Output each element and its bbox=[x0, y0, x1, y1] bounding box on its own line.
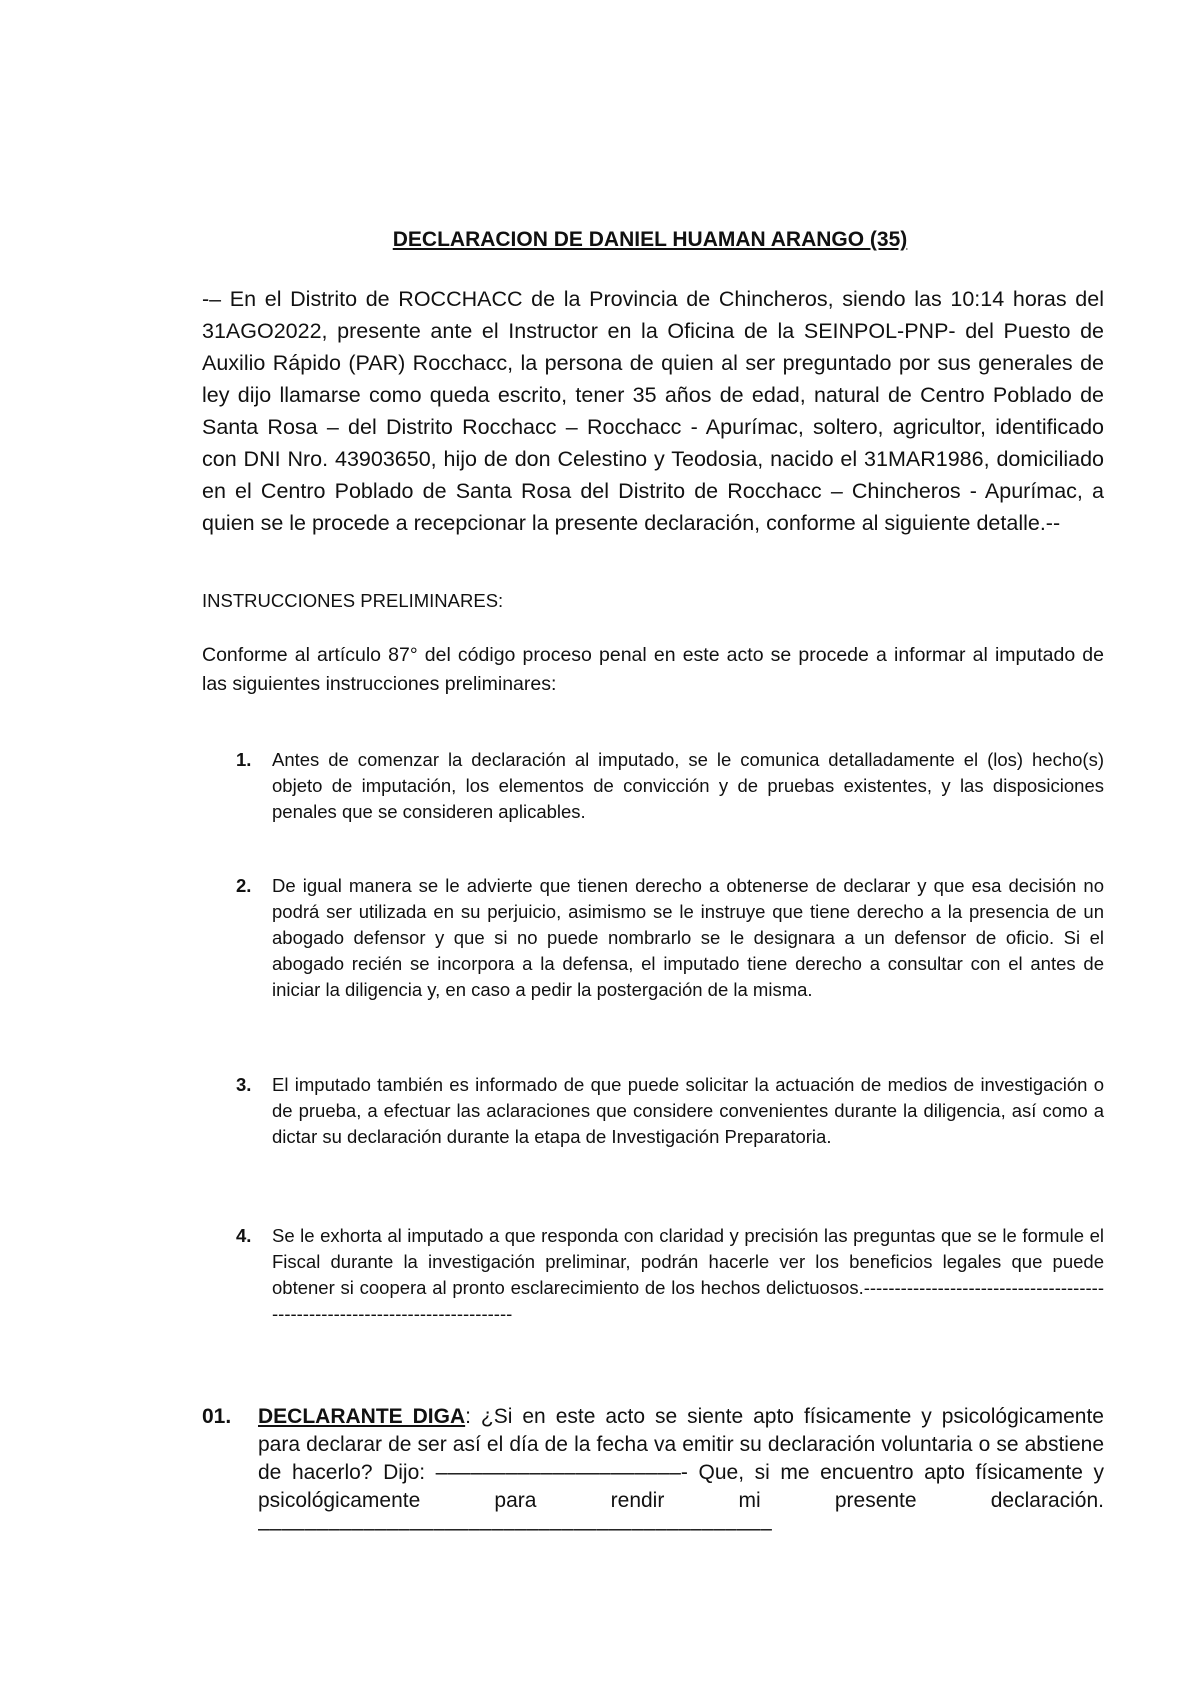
instruction-number: 2. bbox=[236, 875, 252, 896]
instruction-text: El imputado también es informado de que puede solicitar la actuación de medios de investigación o de prueba, a efectuar las aclaraciones que considere convenientes durante la diligencia, así como a dictar su declaración durante la etapa de Investigación Preparatoria. bbox=[272, 1074, 1104, 1147]
instruction-item bbox=[236, 1223, 1104, 1327]
question-lead: DECLARANTE DIGA bbox=[258, 1405, 466, 1428]
question-body bbox=[258, 1403, 1104, 1543]
instruction-item bbox=[236, 873, 1104, 1003]
instruction-text: Se le exhorta al imputado a que responda con claridad y precisión las preguntas que se le formule el Fiscal durante la investigación preliminar, podrán hacerle ver los beneficios legales que puede obtener si coopera al pronto esclarecimiento de los hechos delictuosos.------------------------------------------------------------------------------ bbox=[272, 1225, 1104, 1324]
instruction-number: 3. bbox=[236, 1074, 252, 1095]
question-text: ¿Si en este acto se siente apto físicamente y psicológicamente para declarar de ser así el día de la fecha va emitir su declaración voluntaria o se abstiene de hacerlo? Dijo: –––––––––––––––––––––- Que, si me encuentro apto físicamente y psicológicamente para rendir mi presente declaración. –––––––––––––––––––––––––––––––––––––––––––– bbox=[258, 1405, 1104, 1540]
instruction-item bbox=[236, 1072, 1104, 1150]
instructions-heading: INSTRUCCIONES PRELIMINARES: bbox=[202, 590, 504, 611]
instruction-item bbox=[236, 747, 1104, 825]
instruction-text: Antes de comenzar la declaración al imputado, se le comunica detalladamente el (los) hecho(s) objeto de imputación, los elementos de convicción y de pruebas existentes, y las disposiciones penales que se consideren aplicables. bbox=[272, 749, 1104, 822]
instructions-intro: Conforme al artículo 87° del código proceso penal en este acto se procede a informar al imputado de las siguientes instrucciones preliminares: bbox=[202, 644, 1104, 695]
question-colon: : bbox=[465, 1405, 471, 1428]
question-block bbox=[202, 1403, 1104, 1543]
intro-paragraph: -– En el Distrito de ROCCHACC de la Provincia de Chincheros, siendo las 10:14 horas del 31AGO2022, presente ante el Instructor en la Oficina de la SEINPOL-PNP- del Puesto de Auxilio Rápido (PAR) Rocchacc, la persona de quien al ser preguntado por sus generales de ley dijo llamarse como queda escrito, tener 35 años de edad, natural de Centro Poblado de Santa Rosa – del Distrito Rocchacc – Rocchacc - Apurímac, soltero, agricultor, identificado con DNI Nro. 43903650, hijo de don Celestino y Teodosia, nacido el 31MAR1986, domiciliado en el Centro Poblado de Santa Rosa del Distrito de Rocchacc – Chincheros - Apurímac, a quien se le procede a recepcionar la presente declaración, conforme al siguiente detalle.-- bbox=[202, 287, 1104, 535]
instruction-text: De igual manera se le advierte que tienen derecho a obtenerse de declarar y que esa decisión no podrá ser utilizada en su perjuicio, asimismo se le instruye que tiene derecho a la presencia de un abogado defensor y que si no puede nombrarlo se le designara a un defensor de oficio. Si el abogado recién se incorpora a la defensa, el imputado tiene derecho a consultar con el antes de iniciar la diligencia y, en caso a pedir la postergación de la misma. bbox=[272, 875, 1104, 1000]
instruction-number: 1. bbox=[236, 749, 252, 770]
instruction-number: 4. bbox=[236, 1225, 252, 1246]
document-title: DECLARACION DE DANIEL HUAMAN ARANGO (35) bbox=[392, 228, 908, 251]
question-number: 01. bbox=[202, 1405, 232, 1428]
